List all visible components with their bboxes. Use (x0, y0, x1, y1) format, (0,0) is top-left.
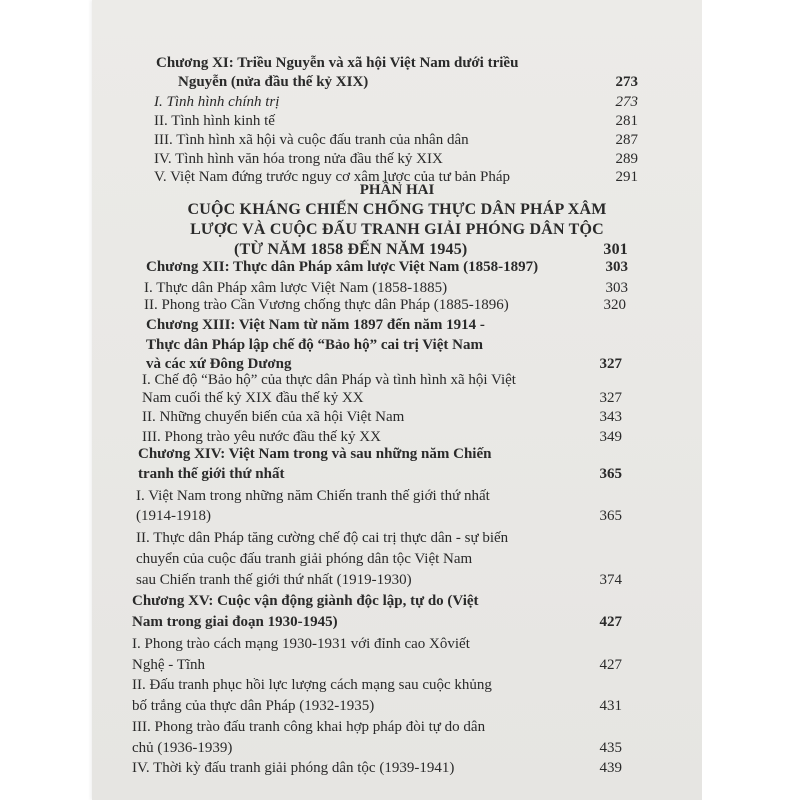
ch15-page: 427 (599, 614, 622, 630)
part2-page: 301 (603, 241, 628, 258)
ch14-page: 365 (599, 466, 622, 482)
ch12-page: 303 (605, 259, 628, 275)
ch13-page: 327 (599, 356, 622, 372)
book-page: Chương XI: Triều Nguyễn và xã hội Việt Nam dưới triều Nguyễn (nửa đầu thế kỷ XIX) 273 I. Tình hình chính trị 273 II. Tình hình kinh tế 281 III. Tình hình xã hội và cuộc đấu tranh của nhân dân 287 IV. Tình hình văn hóa trong nửa đầu thế kỷ XIX 289 V. Việt Nam đứng trước nguy cơ xâm lược của tư bản Pháp 291 PHẦN HAI CUỘC KHÁNG CHIẾN CHỐNG THỰC DÂN PHÁP XÂM LƯỢC VÀ CUỘC ĐẤU TRANH GIẢI PHÓNG DÂN TỘC (TỪ NĂM 1858 ĐẾN NĂM 1945) 301 Chương XII: Thực dân Pháp xâm lược Việt Nam (1858-1897) 303 I. Thực dân Pháp xâm lược Việt Nam (1858-1885) 303 II. Phong trào Cần Vương chống thực dân Pháp (1885-1896) 320 Chương XIII: Việt Nam từ năm 1897 đến năm 1914 - Thực dân Pháp lập chế độ “Bảo hộ” cai trị Việt Nam và các xứ Đông Dương 327 I. Chế độ “Bảo hộ” của thực dân Pháp và tình hình xã hội Việt Nam cuối thế kỷ XIX đầu thế kỷ XX 327 II. Những chuyển biến của xã hội Việt Nam 343 III. Phong trào yêu nước đầu thế kỷ XX 349 Chương XIV: Việt Nam trong và sau những năm Chiến tranh thế giới thứ nhất 365 I. Việt Nam trong những năm Chiến tranh thế giới thứ nhất (1914-1918) 365 II. Thực dân Pháp tăng cường chế độ cai trị thực dân - sự biến chuyển của cuộc đấu tranh giải phóng dân tộc Việt Nam sau Chiến tranh thế giới thứ nhất (1919-1930) 374 Chương XV: Cuộc vận động giành độc lập, tự do (Việt Nam trong giai đoạn 1930-1945) 427 I. Phong trào cách mạng 1930-1931 với đỉnh cao Xôviết Nghệ - Tĩnh 427 II. Đấu tranh phục hồi lực lượng cách mạng sau cuộc khủng bố trắng của thực dân Pháp (1932-1935) 431 III. Phong trào đấu tranh công khai hợp pháp đòi tự do dân chủ (1936-1939) 435 IV. Thời kỳ đấu tranh giải phóng dân tộc (1939-1941) 439 (92, 0, 702, 800)
ch11-page: 273 (615, 74, 638, 90)
